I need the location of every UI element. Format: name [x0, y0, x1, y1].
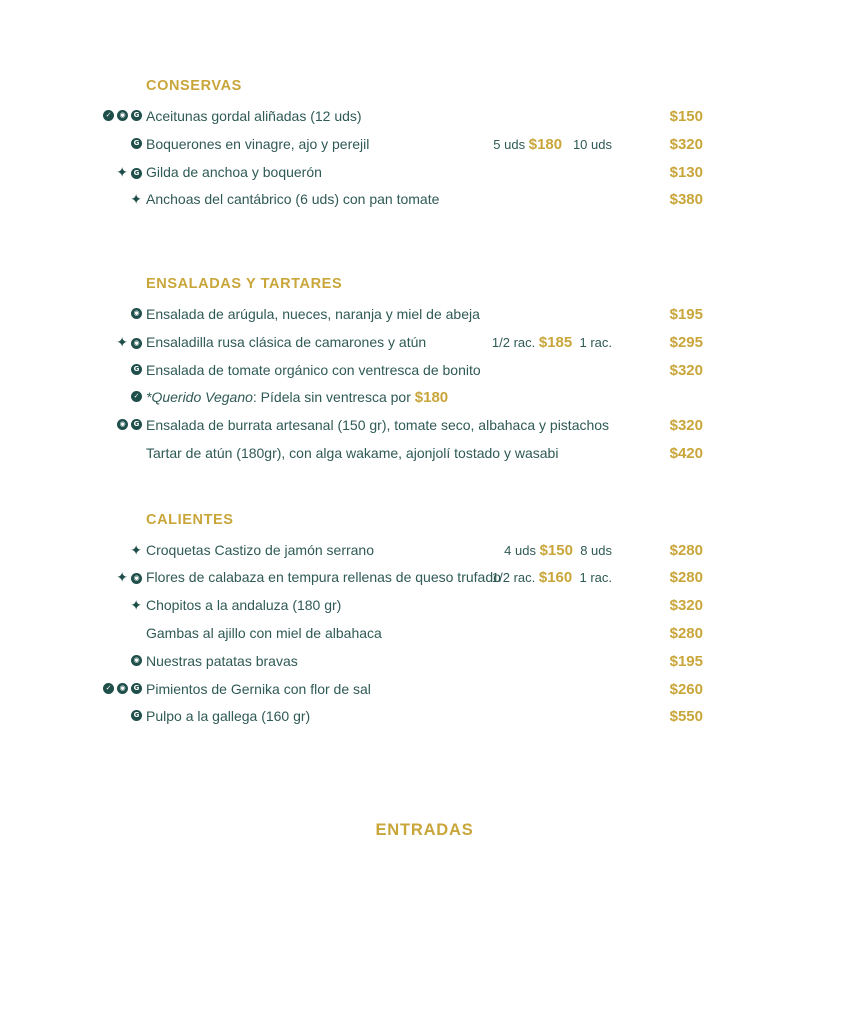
vegan-icon: ✓: [103, 683, 114, 694]
option-price: $180: [528, 136, 563, 153]
item-price: $150: [669, 108, 703, 125]
item-price: $320: [669, 362, 703, 379]
diet-icons: [131, 655, 142, 666]
item-price: $295: [669, 334, 703, 351]
menu-item: [0, 417, 849, 439]
item-price: $260: [669, 681, 703, 698]
menu-item: [0, 597, 849, 619]
item-name: Chopitos a la andaluza (180 gr): [146, 597, 342, 613]
menu-item: [0, 625, 849, 647]
diet-icons: [103, 110, 142, 121]
gluten-free-icon: G: [131, 138, 142, 149]
section-title-calientes: CALIENTES: [146, 512, 234, 528]
section-title-conservas: CONSERVAS: [146, 78, 242, 94]
item-price: $550: [669, 708, 703, 725]
item-price: $130: [669, 164, 703, 181]
menu-item: [0, 164, 849, 186]
item-options: [492, 569, 612, 586]
chef-special-sparkle-icon: ✦: [116, 570, 128, 586]
item-name: Nuestras patatas bravas: [146, 653, 298, 669]
option-price: $185: [538, 334, 573, 351]
menu-item: [0, 542, 849, 564]
item-name: Ensalada de tomate orgánico con ventresca de bonito: [146, 362, 481, 378]
gluten-free-icon: G: [131, 683, 142, 694]
gluten-free-icon: G: [131, 110, 142, 121]
item-name: Ensalada de arúgula, nueces, naranja y miel de abeja: [146, 306, 480, 322]
item-price: $320: [669, 136, 703, 153]
option-label: 1 rac.: [579, 570, 612, 585]
diet-icons: [117, 419, 142, 430]
diet-icons: [131, 308, 142, 319]
item-name: Aceitunas gordal aliñadas (12 uds): [146, 108, 362, 124]
vegan-note-text: : Pídela sin ventresca por: [252, 389, 411, 405]
chef-special-sparkle-icon: ✦: [116, 165, 128, 181]
diet-icons: [131, 391, 142, 402]
menu-item: [0, 362, 849, 384]
menu-item-vegan-note: [0, 389, 849, 411]
chef-special-sparkle-icon: ✦: [130, 192, 142, 208]
gluten-free-icon: G: [131, 710, 142, 721]
item-price: $195: [669, 306, 703, 323]
item-price: $280: [669, 569, 703, 586]
menu-item: [0, 681, 849, 703]
vegetarian-icon: ◉: [117, 110, 128, 121]
page-heading-entradas: ENTRADAS: [375, 821, 474, 839]
item-price: $420: [669, 445, 703, 462]
item-name: Pulpo a la gallega (160 gr): [146, 708, 311, 724]
item-name: Anchoas del cantábrico (6 uds) con pan tomate: [146, 191, 440, 207]
option-label: 5 uds: [493, 137, 526, 152]
diet-icons: [116, 166, 142, 180]
menu-item: [0, 108, 849, 130]
item-name: Pimientos de Gernika con flor de sal: [146, 681, 371, 697]
menu-item: [0, 306, 849, 328]
item-options: [492, 334, 612, 351]
gluten-free-icon: G: [131, 168, 142, 179]
vegan-note-label: *Querido Vegano: [146, 389, 253, 405]
diet-icons: [130, 544, 142, 558]
option-label: 1/2 rac.: [491, 335, 536, 350]
vegetarian-icon: ◉: [131, 338, 142, 349]
diet-icons: [130, 599, 142, 613]
item-price: $280: [669, 542, 703, 559]
item-price: $380: [669, 191, 703, 208]
vegetarian-icon: ◉: [117, 419, 128, 430]
vegetarian-icon: ◉: [131, 308, 142, 319]
option-label: 1/2 rac.: [491, 570, 536, 585]
chef-special-sparkle-icon: ✦: [116, 335, 128, 351]
option-price: $160: [538, 569, 573, 586]
menu-item: [0, 653, 849, 675]
item-name: Croquetas Castizo de jamón serrano: [146, 542, 375, 558]
item-name: Flores de calabaza en tempura rellenas de queso trufado: [146, 569, 501, 585]
gluten-free-icon: G: [131, 364, 142, 375]
diet-icons: [131, 364, 142, 375]
diet-icons: [131, 138, 142, 149]
section-title-ensaladas: ENSALADAS Y TARTARES: [146, 276, 343, 292]
diet-icons: [116, 571, 142, 585]
vegetarian-icon: ◉: [131, 573, 142, 584]
item-price: $320: [669, 597, 703, 614]
chef-special-sparkle-icon: ✦: [130, 543, 142, 559]
item-name: Gambas al ajillo con miel de albahaca: [146, 625, 382, 641]
vegan-icon: ✓: [131, 391, 142, 402]
item-options: [504, 542, 612, 559]
menu-item: [0, 708, 849, 730]
diet-icons: [131, 710, 142, 721]
vegan-note: [146, 389, 448, 406]
item-name: Ensalada de burrata artesanal (150 gr), tomate seco, albahaca y pistachos: [146, 417, 610, 433]
diet-icons: [103, 683, 142, 694]
option-price: $150: [539, 542, 573, 559]
item-name: Tartar de atún (180gr), con alga wakame, ajonjolí tostado y wasabi: [146, 445, 559, 461]
option-label: 1 rac.: [579, 335, 612, 350]
item-options: [493, 136, 612, 153]
diet-icons: [116, 336, 142, 350]
diet-icons: [130, 193, 142, 207]
menu-item: [0, 445, 849, 467]
menu-item: [0, 569, 849, 591]
vegetarian-icon: ◉: [131, 655, 142, 666]
option-label: 4 uds: [504, 543, 536, 558]
vegetarian-icon: ◉: [117, 683, 128, 694]
item-name: Gilda de anchoa y boquerón: [146, 164, 322, 180]
item-name: Ensaladilla rusa clásica de camarones y atún: [146, 334, 427, 350]
option-label: 8 uds: [580, 543, 612, 558]
item-price: $280: [669, 625, 703, 642]
menu-item: [0, 136, 849, 158]
item-price: $195: [669, 653, 703, 670]
chef-special-sparkle-icon: ✦: [130, 598, 142, 614]
option-label: 10 uds: [572, 137, 612, 152]
vegan-icon: ✓: [103, 110, 114, 121]
gluten-free-icon: G: [131, 419, 142, 430]
item-price: $320: [669, 417, 703, 434]
menu-item: [0, 191, 849, 213]
vegan-note-price: $180: [414, 389, 449, 406]
item-name: Boquerones en vinagre, ajo y perejil: [146, 136, 370, 152]
menu-item: [0, 334, 849, 356]
